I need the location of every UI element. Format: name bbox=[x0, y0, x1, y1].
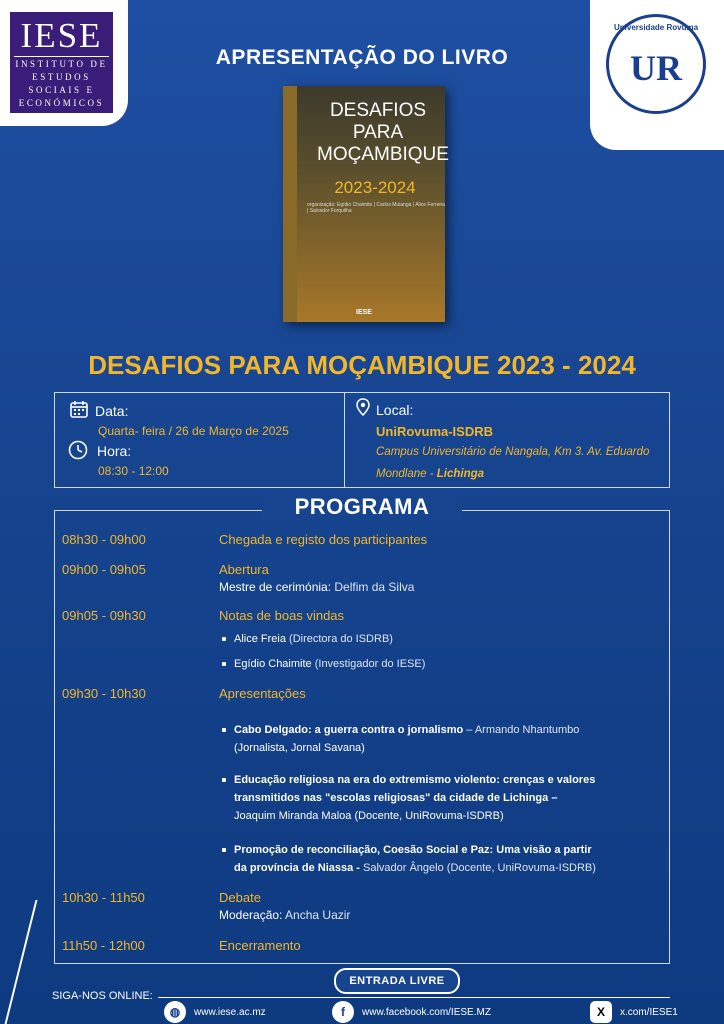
talk-title: Educação religiosa na era do extremismo violento: crenças e valores bbox=[234, 774, 596, 786]
program-head: Apresentações bbox=[219, 686, 306, 701]
local-label: Local: bbox=[376, 402, 414, 418]
program-time: 09h30 - 10h30 bbox=[62, 686, 146, 701]
book-organizers: organização: Egídio Chaimite | Carlos Muianga | Alice Ferreira | Salvador Forquilha bbox=[307, 202, 445, 214]
sub-value: Ancha Uazir bbox=[285, 908, 351, 922]
location-pin-icon bbox=[354, 398, 372, 416]
program-sub bbox=[219, 580, 414, 594]
unirovuma-logo-panel bbox=[590, 0, 724, 150]
talk-line-2 bbox=[234, 862, 596, 874]
program-time: 08h30 - 09h00 bbox=[62, 532, 146, 547]
sub-value: Delfim da Silva bbox=[334, 580, 415, 594]
local-city: Lichinga bbox=[436, 468, 485, 480]
programa-box bbox=[54, 510, 670, 964]
entrada-livre-badge: ENTRADA LIVRE bbox=[334, 968, 460, 994]
sub-label: Moderação: bbox=[219, 908, 283, 922]
date-label: Data: bbox=[95, 403, 129, 419]
iese-logo-line: INSTITUTO DE bbox=[15, 59, 108, 69]
book-cover bbox=[283, 86, 449, 322]
website-link[interactable]: www.iese.ac.mz bbox=[194, 1007, 266, 1018]
talk-speaker: – Armando Nhantumbo bbox=[466, 724, 580, 736]
local-address-2 bbox=[376, 468, 484, 480]
unirovuma-logo bbox=[606, 14, 706, 114]
talk-speaker: Joaquim Miranda Maloa (Docente, UniRovuma-ISDRB) bbox=[234, 810, 504, 822]
program-time: 09h05 - 09h30 bbox=[62, 608, 146, 623]
calendar-icon bbox=[70, 400, 88, 418]
presentation-heading: APRESENTAÇÃO DO LIVRO bbox=[215, 46, 509, 69]
decorative-line bbox=[0, 900, 37, 1024]
program-head: Debate bbox=[219, 890, 261, 905]
local-address-line: Mondlane - bbox=[376, 468, 434, 480]
program-time: 11h50 - 12h00 bbox=[62, 938, 145, 953]
list-item bbox=[222, 658, 425, 670]
bullet-role: (Directora do ISDRB) bbox=[289, 633, 393, 645]
clock-icon bbox=[68, 440, 88, 460]
list-item bbox=[222, 633, 393, 645]
date-value: Quarta- feira / 26 de Março de 2025 bbox=[98, 424, 289, 438]
talk-title: Promoção de reconciliação, Coesão Social e Paz: Uma visão a partir bbox=[234, 844, 592, 856]
talk-title: Cabo Delgado: a guerra contra o jornalismo bbox=[234, 724, 464, 736]
program-time: 09h00 - 09h05 bbox=[62, 562, 146, 577]
programa-title: PROGRAMA bbox=[262, 494, 462, 520]
iese-logo-panel bbox=[0, 0, 128, 126]
list-item bbox=[222, 774, 595, 786]
iese-logo-line: SOCIAIS E bbox=[28, 85, 95, 95]
talk-title-2: transmitidos nas "escolas religiosas" da cidade de Lichinga – bbox=[234, 792, 558, 804]
book-years: 2023-2024 bbox=[334, 178, 416, 197]
x-link[interactable]: x.com/IESE1 bbox=[620, 1007, 678, 1018]
iese-logo bbox=[10, 12, 113, 113]
follow-label: SIGA-NOS ONLINE: bbox=[52, 990, 153, 1002]
sub-label: Mestre de cerimónia: bbox=[219, 580, 332, 594]
program-time: 10h30 - 11h50 bbox=[62, 890, 145, 905]
program-head: Notas de boas vindas bbox=[219, 608, 345, 623]
talk-title-2: da província de Niassa - bbox=[234, 862, 360, 874]
program-sub bbox=[219, 908, 350, 922]
info-divider bbox=[344, 392, 345, 488]
program-head: Encerramento bbox=[219, 938, 301, 953]
unirovuma-logo-name: Universidade Rovuma bbox=[613, 23, 699, 32]
book-spine bbox=[283, 86, 297, 322]
time-value: 08:30 - 12:00 bbox=[98, 464, 169, 478]
globe-icon: ◍ bbox=[164, 1001, 186, 1023]
footer-line bbox=[158, 997, 670, 998]
bullet-name: Egídio Chaimite bbox=[234, 658, 312, 670]
x-icon: X bbox=[590, 1001, 612, 1023]
book-title-line: MOÇAMBIQUE bbox=[317, 144, 449, 165]
list-item bbox=[222, 724, 579, 736]
event-title: DESAFIOS PARA MOÇAMBIQUE 2023 - 2024 bbox=[88, 350, 636, 380]
iese-logo-line: ECONÓMICOS bbox=[18, 98, 105, 108]
book-title-line: PARA bbox=[352, 122, 404, 143]
book-title-line: DESAFIOS bbox=[329, 100, 427, 121]
talk-speaker-role: (Jornalista, Jornal Savana) bbox=[234, 742, 365, 754]
facebook-icon: f bbox=[332, 1001, 354, 1023]
iese-logo-abbr: IESE bbox=[14, 12, 109, 57]
program-head: Abertura bbox=[219, 562, 269, 577]
iese-logo-line: ESTUDOS bbox=[32, 72, 91, 82]
program-head: Chegada e registo dos participantes bbox=[219, 532, 428, 547]
book-publisher: IESE bbox=[356, 309, 372, 316]
talk-speaker: Salvador Ângelo (Docente, UniRovuma-ISDRB) bbox=[363, 862, 596, 874]
local-address: Campus Universitário de Nangala, Km 3. Av. Eduardo bbox=[376, 446, 650, 458]
bullet-role: (Investigador do IESE) bbox=[314, 658, 426, 670]
time-label: Hora: bbox=[97, 443, 132, 459]
list-item bbox=[222, 844, 592, 856]
facebook-link[interactable]: www.facebook.com/IESE.MZ bbox=[362, 1007, 491, 1018]
unirovuma-logo-abbr: UR bbox=[630, 48, 682, 88]
bullet-name: Alice Freia bbox=[234, 633, 286, 645]
local-name: UniRovuma-ISDRB bbox=[376, 424, 494, 439]
